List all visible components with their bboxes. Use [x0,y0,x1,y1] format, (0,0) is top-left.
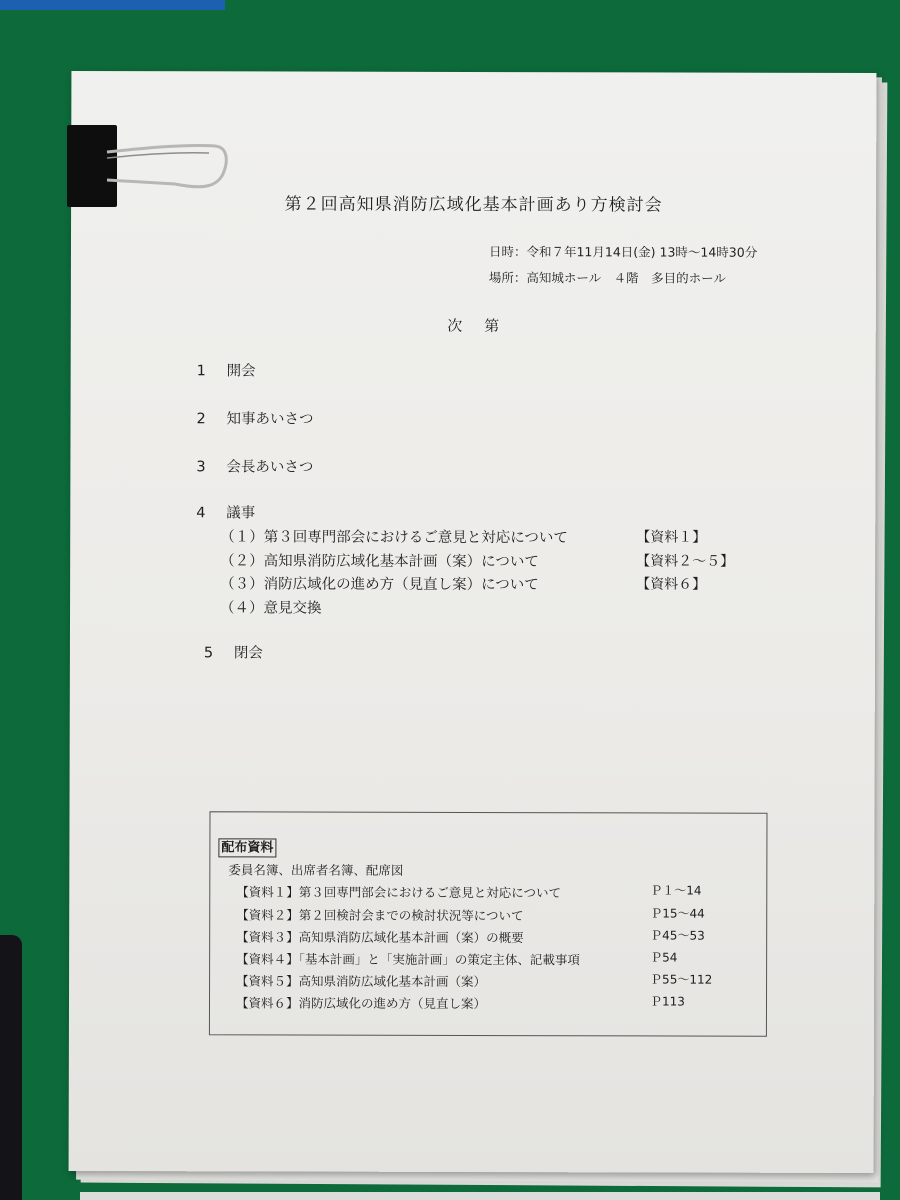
agenda-subitem: （２）高知県消防広域化基本計画（案）について [220,553,539,571]
agenda-item: 3 会長あいさつ [196,459,314,476]
agenda-item: 2 知事あいさつ [196,411,314,428]
material-item: 【資料２】第２回検討会までの検討状況等について [236,907,524,924]
materials-intro: 委員名簿、出席者名簿、配席図 [228,862,404,878]
agenda-subitem: （４）意見交換 [220,600,322,617]
agenda-subitem-ref: 【資料６】 [636,576,707,593]
meeting-place: 場所：高知城ホール ４階 多目的ホール [488,270,726,286]
agenda-item: 4 議事 [196,505,256,522]
material-item: 【資料６】消防広域化の進め方（見直し案） [235,995,487,1012]
document-title: 第２回高知県消防広域化基本計画あり方検討会 [284,194,663,216]
material-item: 【資料３】高知県消防広域化基本計画（案）の概要 [236,929,524,946]
materials-box [209,811,768,1036]
meeting-date: 日時：令和７年11月14日(金) 13時～14時30分 [488,244,758,260]
agenda-subitem-ref: 【資料２～５】 [636,553,735,570]
agenda-subitem: （１）第３回専門部会におけるご意見と対応について [220,529,568,547]
document-sheet [69,71,877,1173]
material-pages: Ｐ54 [650,950,678,965]
agenda-item: 5 閉会 [203,645,263,662]
dark-device-edge [0,935,22,1200]
binder-clip-handle-icon [105,140,230,200]
agenda-subitem: （３）消防広域化の進め方（見直し案）について [220,576,539,594]
agenda-subitem-ref: 【資料１】 [636,529,707,546]
blue-object-edge [0,0,225,10]
material-pages: Ｐ55～112 [650,972,713,987]
material-pages: Ｐ15～44 [650,906,705,921]
material-pages: Ｐ１～14 [650,883,702,898]
materials-title: 配布資料 [218,838,276,857]
agenda-item: 1 開会 [196,363,256,380]
material-item: 【資料４】「基本計画」と「実施計画」の策定主体、記載事項 [236,951,580,968]
material-item: 【資料１】第３回専門部会におけるご意見と対応について [236,884,562,901]
material-pages: Ｐ45～53 [650,928,705,943]
material-pages: Ｐ113 [649,994,685,1009]
material-item: 【資料５】高知県消防広域化基本計画（案） [236,973,487,990]
paper-edge-below [80,1192,880,1200]
agenda-heading: 次第 [447,316,522,336]
